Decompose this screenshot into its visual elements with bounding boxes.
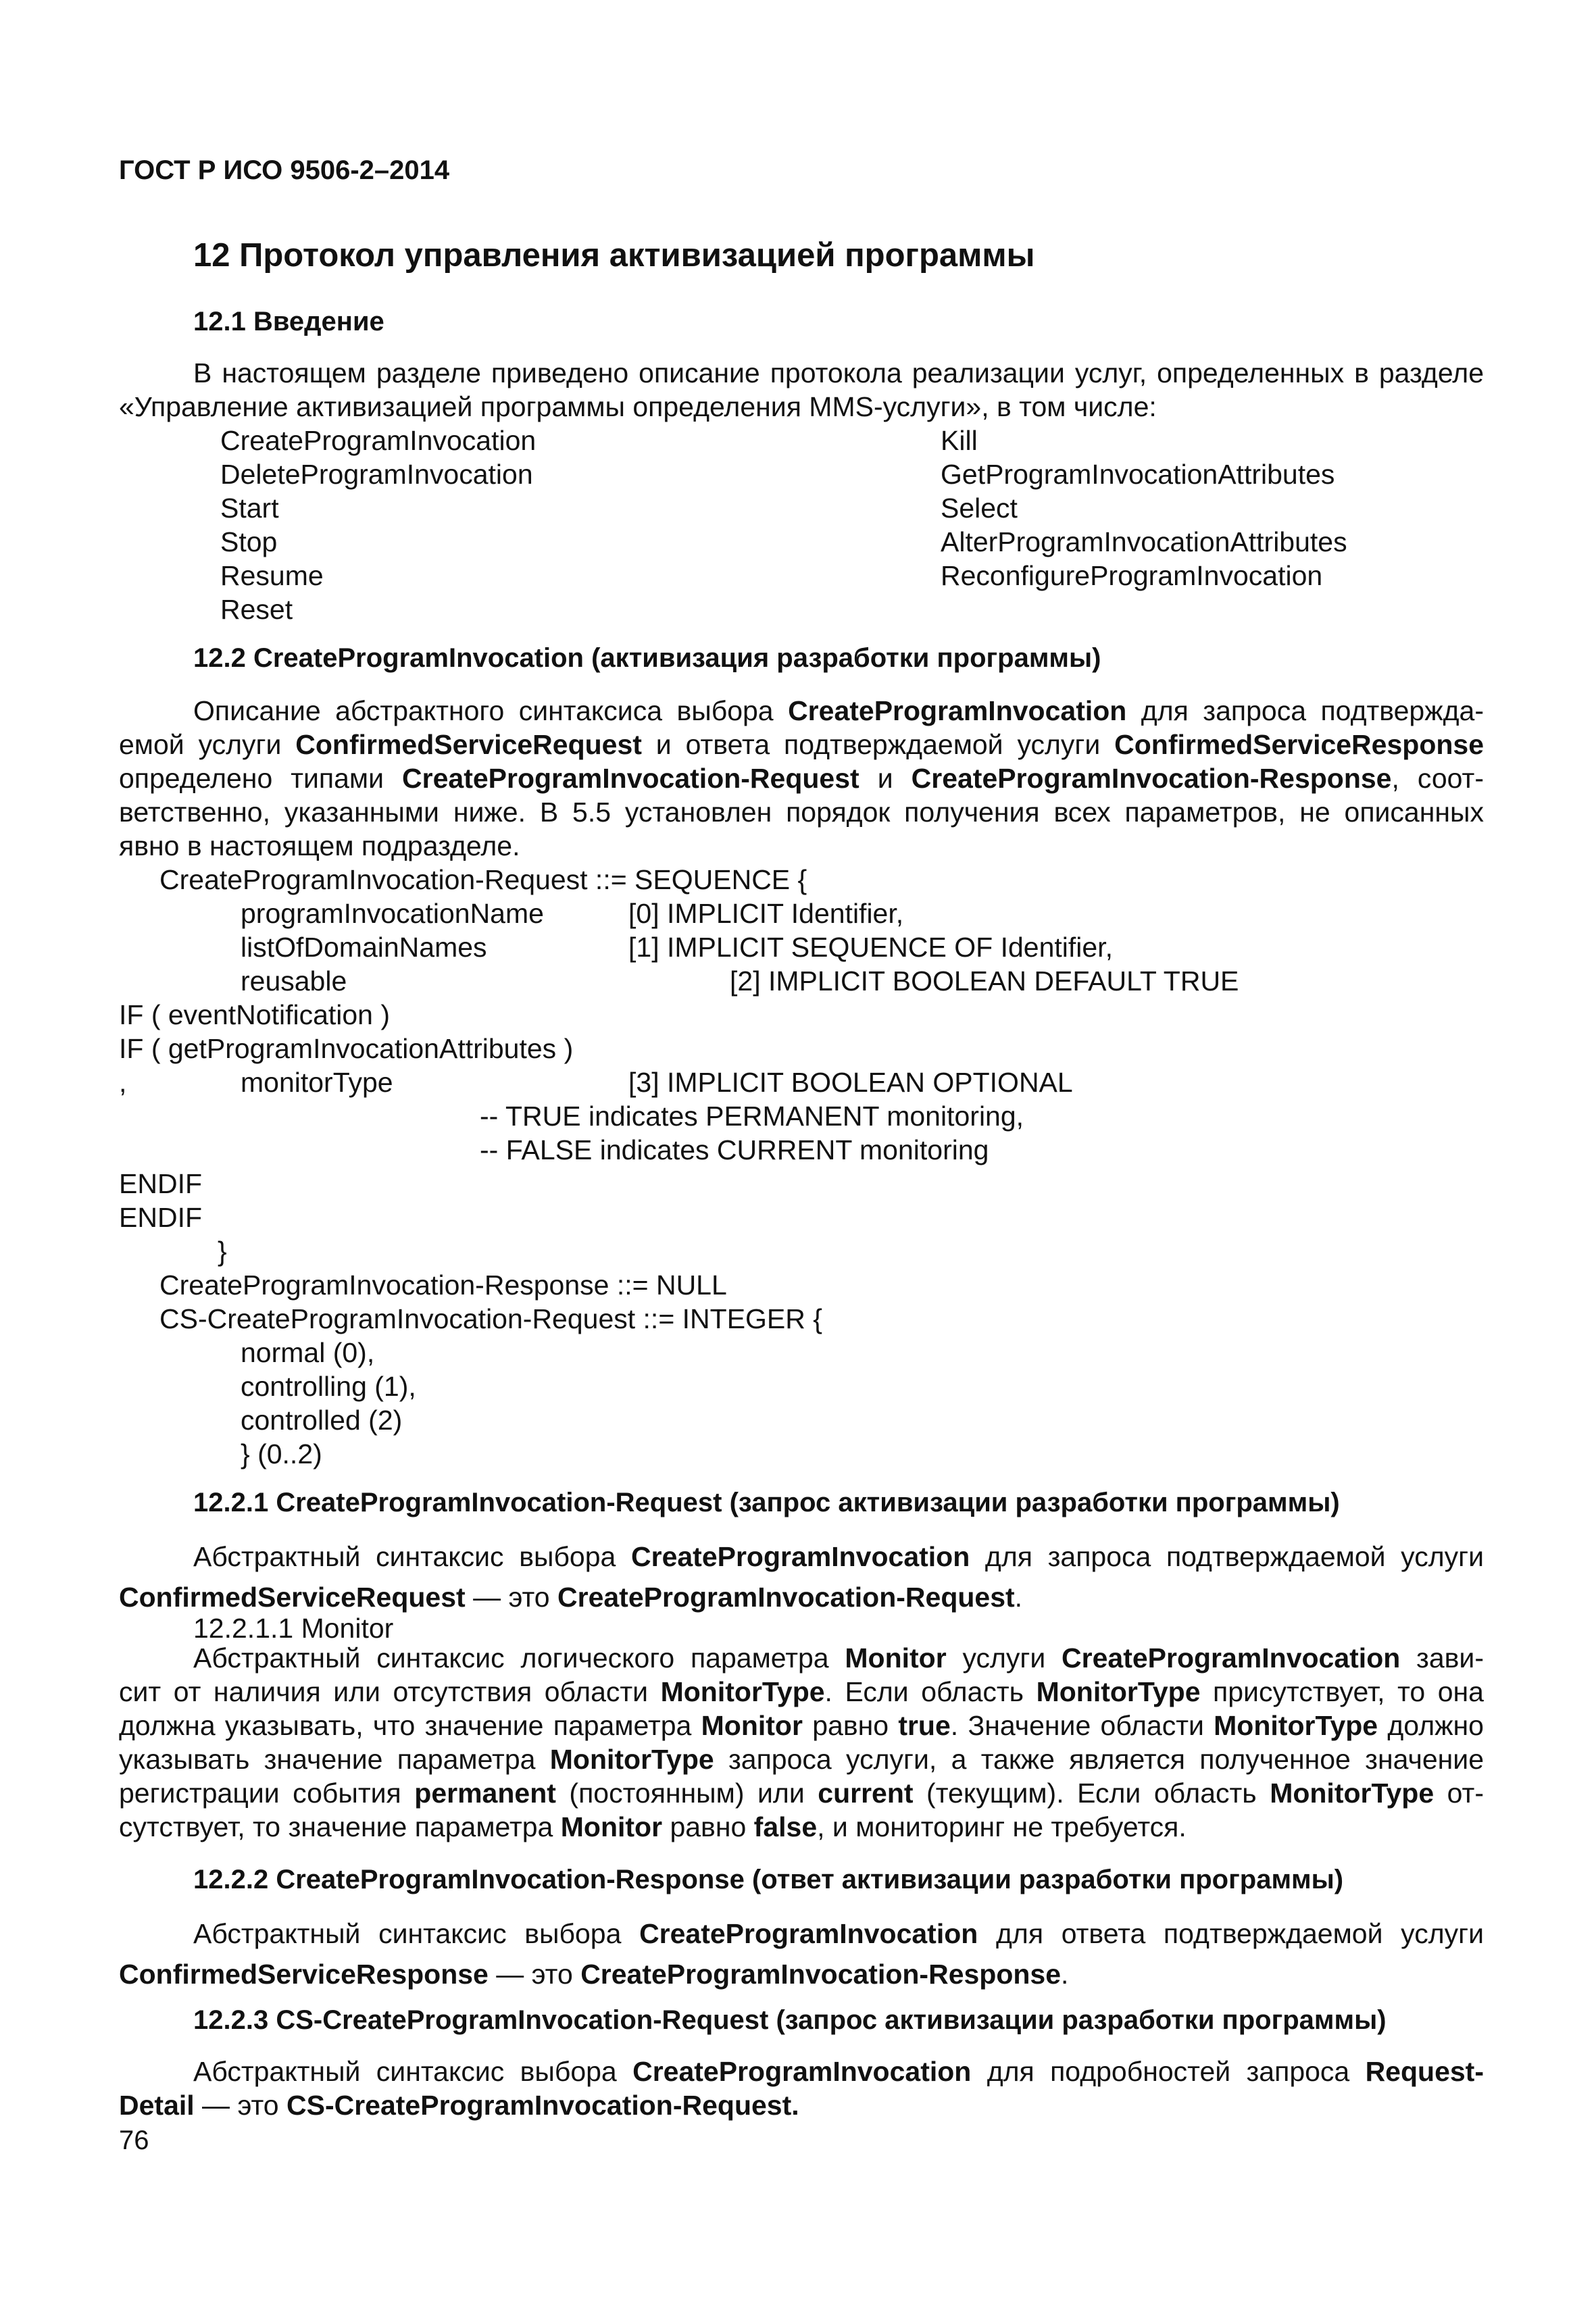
para-line: Абстрактный синтаксис выбора CreateProgramInvocation для запроса подтверждаемой услуги [193,1541,1484,1572]
intro-line-2: «Управление активизацией программы определения MMS-услуги», в том числе: [119,391,1157,422]
service-item: DeleteProgramInvocation [220,459,533,490]
code-line: controlling (1), [241,1371,416,1402]
code-field-name: reusable [241,965,347,997]
code-comma: , [119,1067,127,1098]
intro-line-1: В настоящем разделе приведено описание протокола реализации услуг, определенных в разделе [193,357,1484,388]
code-line: ENDIF [119,1202,202,1233]
code-line: CreateProgramInvocation-Request ::= SEQUENCE { [159,864,807,895]
para-line: сутствует, то значение параметра Monitor равно false, и мониторинг не требуется. [119,1811,1187,1842]
para-line: Описание абстрактного синтаксиса выбора CreateProgramInvocation для запроса подтвержда- [193,695,1484,726]
para-line: ConfirmedServiceResponse — это CreateProgramInvocation-Response. [119,1959,1069,1990]
standard-header: ГОСТ Р ИСО 9506-2–2014 [119,155,450,185]
code-line: CreateProgramInvocation-Response ::= NULL [159,1269,727,1301]
para-line: емой услуги ConfirmedServiceRequest и ответа подтверждаемой услуги ConfirmedServiceResponse [119,729,1485,760]
para-line: ветственно, указанными ниже. В 5.5 установлен порядок получения всех параметров, не описанных [119,797,1484,828]
subheading-monitor: 12.2.1.1 Monitor [193,1613,394,1644]
code-line: } [218,1236,227,1267]
paragraph-12-2 [119,694,1484,863]
heading-12-1: 12.1 Введение [193,307,384,336]
code-field-type: [0] IMPLICIT Identifier, [628,898,904,929]
code-field-name: listOfDomainNames [241,932,487,963]
page-number: 76 [119,2126,149,2155]
para-line: явно в настоящем подразделе. [119,830,520,861]
code-comment: -- FALSE indicates CURRENT monitoring [480,1134,989,1165]
heading-12-2-1: 12.2.1 CreateProgramInvocation-Request (запрос активизации разработки программы) [193,1488,1340,1517]
para-line: сит от наличия или отсутствия области MonitorType. Если область MonitorType присутствует, то она [119,1676,1484,1707]
code-comment: -- TRUE indicates PERMANENT monitoring, [480,1101,1024,1132]
para-line: Абстрактный синтаксис выбора CreateProgramInvocation для подробностей запроса Request- [193,2056,1484,2087]
code-field-type: [3] IMPLICIT BOOLEAN OPTIONAL [628,1067,1073,1098]
section-title: 12 Протокол управления активизацией программы [193,237,1035,274]
para-line: Абстрактный синтаксис логического параметра Monitor услуги CreateProgramInvocation зави- [193,1642,1484,1674]
code-field-name: programInvocationName [241,898,544,929]
service-item: Select [941,493,1018,524]
paragraph-12-2-1 [119,1536,1484,1617]
code-line: } (0..2) [241,1438,322,1469]
service-item: Kill [941,425,978,456]
para-line: регистрации события permanent (постоянным) или current (текущим). Если область MonitorType от- [119,1778,1484,1809]
service-item: Stop [220,526,278,557]
code-line: IF ( eventNotification ) [119,999,391,1030]
code-field-name: monitorType [241,1067,393,1098]
paragraph-monitor [119,1641,1484,1844]
para-line: должна указывать, что значение параметра Monitor равно true. Значение области MonitorType должно [119,1710,1484,1741]
service-item: GetProgramInvocationAttributes [941,459,1335,490]
para-line: Абстрактный синтаксис выбора CreateProgramInvocation для ответа подтверждаемой услуги [193,1918,1484,1949]
intro-paragraph [119,356,1484,424]
code-line: ENDIF [119,1168,202,1199]
para-line: определено типами CreateProgramInvocation-Request и CreateProgramInvocation-Response, соот- [119,763,1484,794]
code-line: controlled (2) [241,1405,403,1436]
heading-12-2-3: 12.2.3 CS-CreateProgramInvocation-Request (запрос активизации разработки программы) [193,2005,1387,2035]
para-line: ConfirmedServiceRequest — это CreateProgramInvocation-Request. [119,1582,1023,1613]
service-item: CreateProgramInvocation [220,425,537,456]
paragraph-12-2-2 [119,1913,1484,1994]
service-item: AlterProgramInvocationAttributes [941,526,1347,557]
service-item: Resume [220,560,324,591]
para-line: указывать значение параметра MonitorType запроса услуги, а также является полученное значение [119,1744,1484,1775]
para-line: Detail — это CS-CreateProgramInvocation-Request. [119,2090,799,2121]
heading-12-2-2: 12.2.2 CreateProgramInvocation-Response (ответ активизации разработки программы) [193,1865,1344,1894]
code-line: CS-CreateProgramInvocation-Request ::= INTEGER { [159,1303,822,1334]
service-item: Reset [220,594,293,625]
code-line: normal (0), [241,1337,375,1368]
code-line: IF ( getProgramInvocationAttributes ) [119,1033,574,1064]
code-field-type: [1] IMPLICIT SEQUENCE OF Identifier, [628,932,1113,963]
paragraph-12-2-3 [119,2055,1484,2122]
service-item: Start [220,493,279,524]
heading-12-2: 12.2 CreateProgramInvocation (активизация разработки программы) [193,643,1101,673]
service-item: ReconfigureProgramInvocation [941,560,1323,591]
code-field-type: [2] IMPLICIT BOOLEAN DEFAULT TRUE [730,965,1239,997]
